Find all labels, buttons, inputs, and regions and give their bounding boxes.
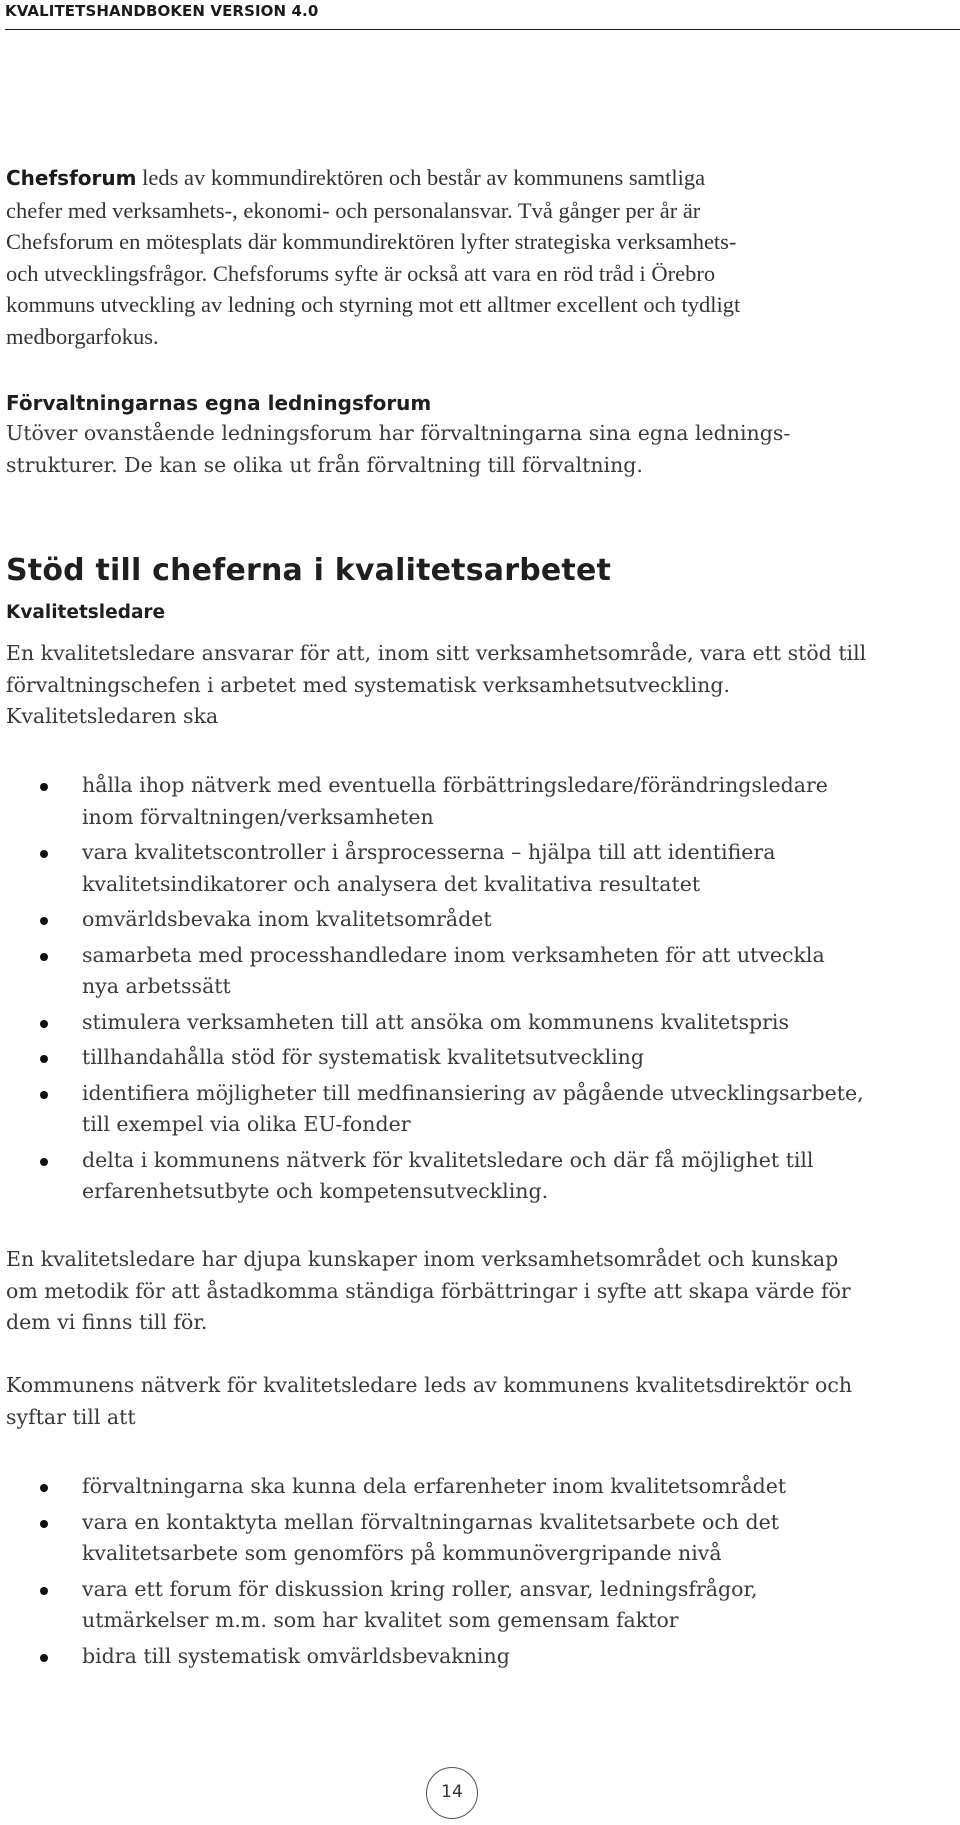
kvalitetsledare-line-3: Kvalitetsledaren ska bbox=[6, 704, 219, 728]
list-item: bidra till systematisk omvärldsbevakning bbox=[0, 1641, 940, 1673]
kvalitetsledare-line-2: förvaltningschefen i arbetet med systematisk verksamhetsutveckling. bbox=[6, 672, 730, 697]
bullet-icon bbox=[40, 1520, 48, 1528]
list-item: stimulera verksamheten till att ansöka om kommunens kvalitetspris bbox=[0, 1007, 940, 1039]
kvalitetsledare-duties-list bbox=[0, 770, 940, 1212]
chefsforum-line-3: Chefsforum en mötesplats där kommundirektören lyfter strategiska verksamhets- bbox=[6, 229, 737, 254]
chefsforum-term: Chefsforum bbox=[6, 166, 137, 190]
natverk-purpose-list bbox=[0, 1471, 940, 1676]
list-item: förvaltningarna ska kunna dela erfarenheter inom kvalitetsområdet bbox=[0, 1471, 940, 1503]
chefsforum-line-5: kommuns utveckling av ledning och styrning mot ett alltmer excellent och tydligt bbox=[6, 292, 741, 317]
list-item: delta i kommunens nätverk för kvalitetsledare och där få möjlighet till erfarenhetsutbyte och kompetensutveckling. bbox=[0, 1145, 940, 1208]
list-item: identifiera möjligheter till medfinansiering av pågående utvecklingsarbete, till exempel via olika EU-fonder bbox=[0, 1078, 940, 1141]
bullet-icon bbox=[40, 953, 48, 961]
list-item: vara ett forum för diskussion kring roller, ansvar, ledningsfrågor, utmärkelser m.m. som har kvalitet som gemensam faktor bbox=[0, 1574, 940, 1637]
header-title: KVALITETSHANDBOKEN VERSION 4.0 bbox=[5, 2, 319, 20]
bullet-icon bbox=[40, 917, 48, 925]
chefsforum-line-4: och utvecklingsfrågor. Chefsforums syfte är också att vara en röd tråd i Örebro bbox=[6, 260, 716, 286]
kvalitetsledare-line-1: En kvalitetsledare ansvarar för att, inom sitt verksamhetsområde, vara ett stöd till bbox=[6, 641, 867, 665]
chefsforum-line-2: chefer med verksamhets-, ekonomi- och personalansvar. Två gånger per år är bbox=[6, 197, 701, 223]
chefsforum-paragraph bbox=[6, 162, 946, 352]
bullet-icon bbox=[40, 783, 48, 791]
bullet-icon bbox=[40, 1484, 48, 1492]
kvalitetsledare-paragraph bbox=[6, 638, 946, 733]
knowledge-line-3: dem vi finns till för. bbox=[6, 1310, 208, 1334]
list-item: samarbeta med processhandledare inom verksamheten för att utveckla nya arbetssätt bbox=[0, 940, 940, 1003]
knowledge-line-2: om metodik för att åstadkomma ständiga förbättringar i syfte att skapa värde för bbox=[6, 1278, 851, 1303]
forvaltningar-line-2: strukturer. De kan se olika ut från förvaltning till förvaltning. bbox=[6, 452, 643, 477]
list-item: omvärldsbevaka inom kvalitetsområdet bbox=[0, 904, 940, 936]
bullet-icon bbox=[40, 1020, 48, 1028]
page-header bbox=[5, 1, 960, 30]
section-heading: Stöd till cheferna i kvalitetsarbetet bbox=[6, 553, 612, 588]
list-item: vara kvalitetscontroller i årsprocesserna – hjälpa till att identifiera kvalitetsindikatorer och analysera det kvalitativa resultatet bbox=[0, 837, 940, 900]
chefsforum-line-6: medborgarfokus. bbox=[6, 323, 159, 349]
list-item: vara en kontaktyta mellan förvaltningarnas kvalitetsarbete och det kvalitetsarbete som genomförs på kommunövergripande nivå bbox=[0, 1507, 940, 1570]
bullet-icon bbox=[40, 1091, 48, 1099]
list-item: hålla ihop nätverk med eventuella förbättringsledare/förändringsledare inom förvaltningen/verksamheten bbox=[0, 770, 940, 833]
knowledge-paragraph bbox=[6, 1244, 946, 1339]
list-item: tillhandahålla stöd för systematisk kvalitetsutveckling bbox=[0, 1042, 940, 1074]
bullet-icon bbox=[40, 1654, 48, 1662]
natverk-line-1: Kommunens nätverk för kvalitetsledare leds av kommunens kvalitetsdirektör och bbox=[6, 1373, 853, 1397]
forvaltningar-heading: Förvaltningarnas egna ledningsforum bbox=[6, 391, 432, 415]
forvaltningar-paragraph bbox=[6, 418, 946, 481]
chefsforum-line-1: Chefsforum leds av kommundirektören och består av kommunens samtliga bbox=[6, 165, 706, 190]
forvaltningar-line-1: Utöver ovanstående ledningsforum har förvaltningarna sina egna lednings- bbox=[6, 421, 791, 445]
kvalitetsledare-heading: Kvalitetsledare bbox=[6, 602, 166, 623]
bullet-icon bbox=[40, 1055, 48, 1063]
natverk-line-2: syftar till att bbox=[6, 1404, 136, 1429]
bullet-icon bbox=[40, 1158, 48, 1166]
bullet-icon bbox=[40, 850, 48, 858]
natverk-paragraph bbox=[6, 1370, 946, 1433]
bullet-icon bbox=[40, 1587, 48, 1595]
page-number: 14 bbox=[426, 1767, 478, 1819]
knowledge-line-1: En kvalitetsledare har djupa kunskaper inom verksamhetsområdet och kunskap bbox=[6, 1247, 839, 1271]
